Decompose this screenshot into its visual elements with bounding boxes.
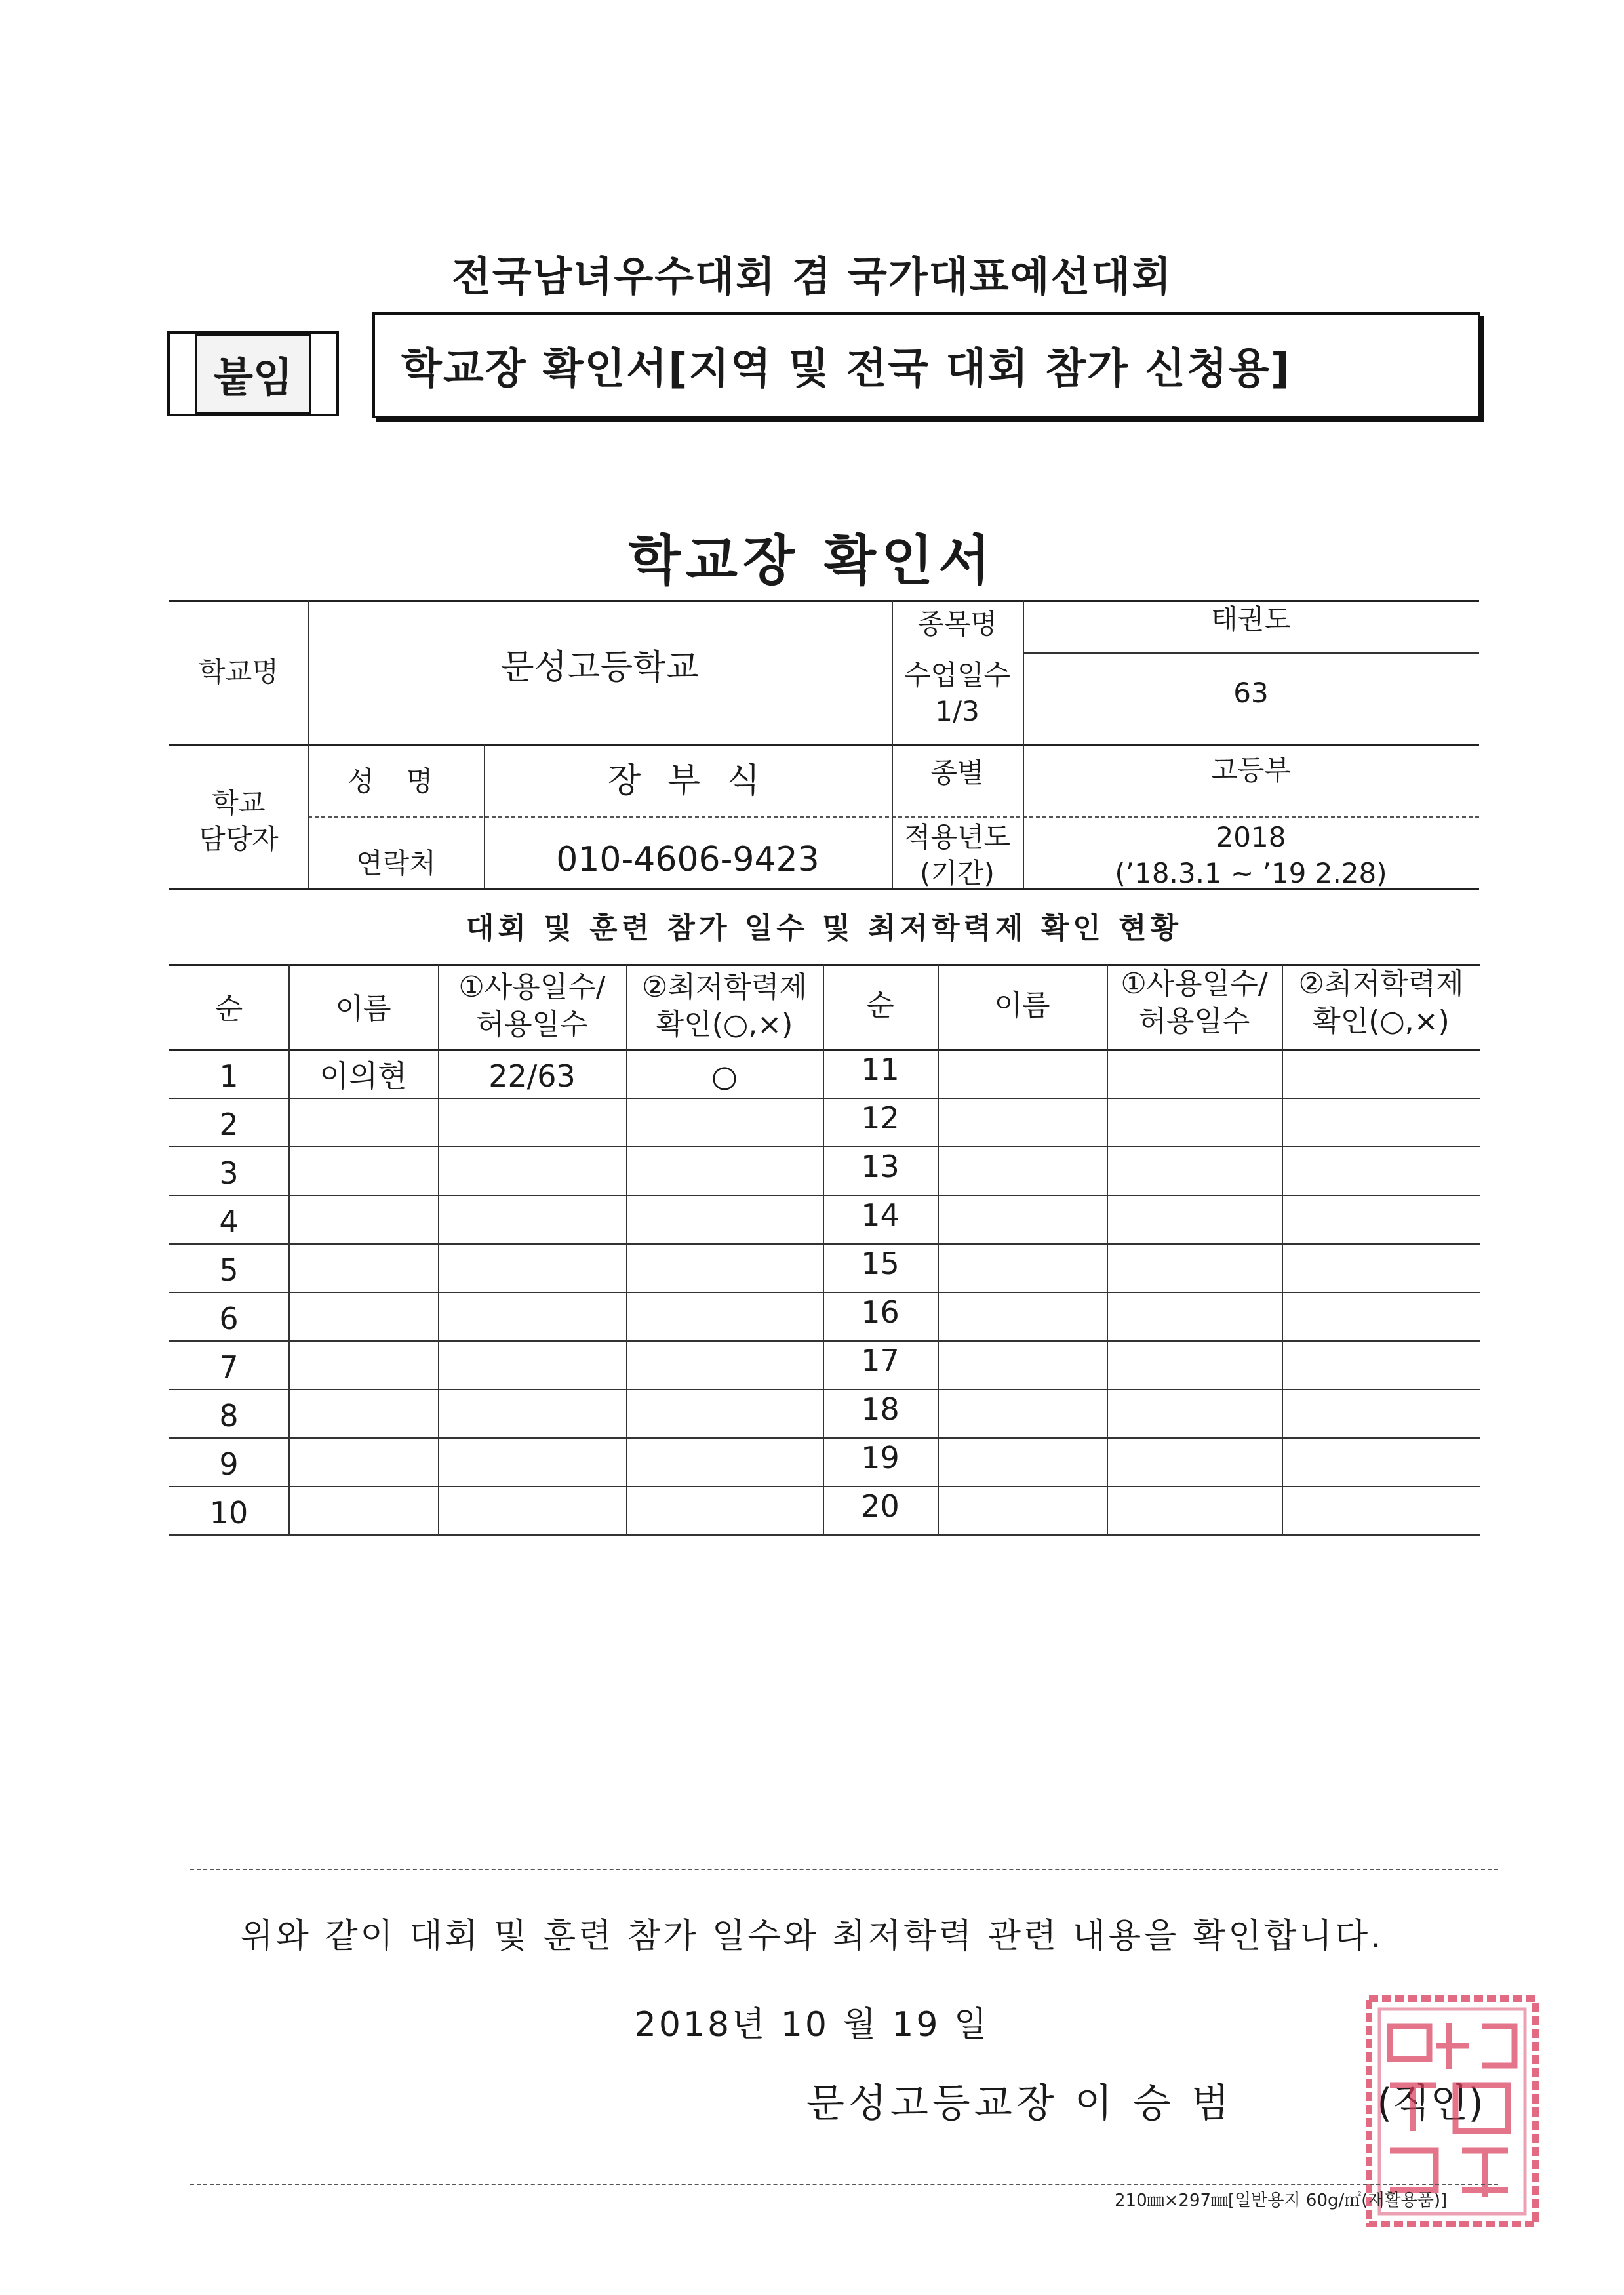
sport-label: 종목명 xyxy=(917,608,997,640)
row-number: 4 xyxy=(219,1204,239,1239)
header-name-left: 이름 xyxy=(335,992,391,1026)
row-number: 8 xyxy=(219,1398,239,1433)
row-used-days: 22/63 xyxy=(488,1058,576,1094)
year-label-line2: (기간) xyxy=(920,856,995,889)
header-used-line1: ①사용일수/ xyxy=(458,970,606,1004)
header-no-left: 순 xyxy=(214,992,243,1026)
document-title: 학교장 확인서 xyxy=(628,530,996,592)
issue-date: 2018년 10 월 19 일 xyxy=(634,2005,990,2045)
row-check: ○ xyxy=(711,1058,738,1094)
days-label-line2: 1/3 xyxy=(935,694,980,727)
principal-signature-line: 문성고등교장 이 승 범 xyxy=(806,2081,1233,2126)
header-name-right: 이름 xyxy=(994,989,1050,1022)
table-col-line xyxy=(438,964,439,1534)
row-name: 이의현 xyxy=(319,1058,407,1094)
table-col-line xyxy=(1282,964,1283,1534)
header-check-line2: 확인(○,×) xyxy=(656,1008,793,1042)
info-rule xyxy=(169,744,1479,746)
header-no-right: 순 xyxy=(866,989,894,1022)
header-used-left xyxy=(438,968,626,1043)
header-used-line1: ①사용일수/ xyxy=(1120,967,1268,1001)
header-check-left xyxy=(626,968,823,1043)
row-number: 17 xyxy=(861,1343,900,1378)
header-used-right xyxy=(1107,965,1282,1040)
row-number: 16 xyxy=(861,1294,900,1330)
table-row-rule xyxy=(169,1534,1480,1536)
staff-label-line2: 담당자 xyxy=(199,822,279,855)
staff-label-line1: 학교 xyxy=(212,787,266,819)
row-number: 11 xyxy=(861,1052,900,1087)
row-number: 7 xyxy=(219,1349,239,1385)
attachment-tag-label: 붙임 xyxy=(195,334,311,414)
sport-value: 태권도 xyxy=(1211,603,1291,635)
attachment-tag xyxy=(167,331,339,416)
row-number: 6 xyxy=(219,1301,239,1336)
info-rule xyxy=(1023,652,1479,654)
contact-value: 010-4606-9423 xyxy=(556,840,820,879)
table-col-line xyxy=(288,964,290,1534)
info-col-line xyxy=(308,600,309,888)
row-number: 9 xyxy=(219,1447,239,1482)
header-used-line2: 허용일수 xyxy=(476,1008,588,1042)
days-label-line1: 수업일수 xyxy=(903,659,1011,691)
contact-label: 연락처 xyxy=(356,847,436,879)
table-col-line xyxy=(626,964,627,1534)
seal-mark: (직인) xyxy=(1377,2081,1484,2126)
header-check-line1: ②최저학력제 xyxy=(642,970,807,1004)
row-number: 1 xyxy=(219,1058,239,1094)
school-value: 문성고등학교 xyxy=(501,648,699,687)
row-number: 18 xyxy=(861,1391,900,1427)
year-value-line1: 2018 xyxy=(1216,821,1286,853)
event-title: 전국남녀우수대회 겸 국가대표예선대회 xyxy=(451,252,1173,300)
staff-label xyxy=(169,786,308,857)
division-value: 고등부 xyxy=(1211,754,1291,786)
days-label xyxy=(892,658,1023,729)
row-number: 12 xyxy=(861,1100,900,1136)
header-used-line2: 허용일수 xyxy=(1138,1005,1250,1039)
row-number: 13 xyxy=(861,1149,900,1184)
header-check-right xyxy=(1282,965,1480,1040)
row-number: 2 xyxy=(219,1107,239,1142)
division-label: 종별 xyxy=(930,757,984,789)
year-label xyxy=(892,820,1023,891)
row-number: 19 xyxy=(861,1440,900,1475)
row-number: 20 xyxy=(861,1488,900,1524)
row-number: 3 xyxy=(219,1155,239,1191)
days-value: 63 xyxy=(1233,677,1269,709)
school-label: 학교명 xyxy=(199,656,279,688)
form-subtitle: 학교장 확인서[지역 및 전국 대회 참가 신청용] xyxy=(372,312,1480,418)
name-label: 성 명 xyxy=(347,765,445,797)
table-col-line xyxy=(938,964,939,1534)
name-value: 장 부 식 xyxy=(608,761,768,801)
confirmation-statement: 위와 같이 대회 및 훈련 참가 일수와 최저학력 관련 내용을 확인합니다. xyxy=(240,1917,1384,1956)
header-check-line2: 확인(○,×) xyxy=(1313,1005,1450,1039)
row-number: 5 xyxy=(219,1252,239,1288)
row-number: 10 xyxy=(209,1495,248,1530)
row-number: 15 xyxy=(861,1246,900,1281)
row-number: 14 xyxy=(861,1197,900,1233)
year-value-line2: (’18.3.1 ~ ’19 2.28) xyxy=(1115,856,1387,889)
footer-bottom-rule xyxy=(190,2184,1498,2185)
table-col-line xyxy=(1107,964,1108,1534)
year-value xyxy=(1023,820,1479,891)
year-label-line1: 적용년도 xyxy=(903,821,1011,853)
header-check-line1: ②최저학력제 xyxy=(1298,967,1464,1001)
footer-top-rule xyxy=(190,1869,1498,1870)
paper-spec-note: 210㎜×297㎜[일반용지 60g/㎡(재활용품)] xyxy=(1115,2191,1448,2210)
section-title: 대회 및 훈련 참가 일수 및 최저학력제 확인 현황 xyxy=(465,911,1183,945)
